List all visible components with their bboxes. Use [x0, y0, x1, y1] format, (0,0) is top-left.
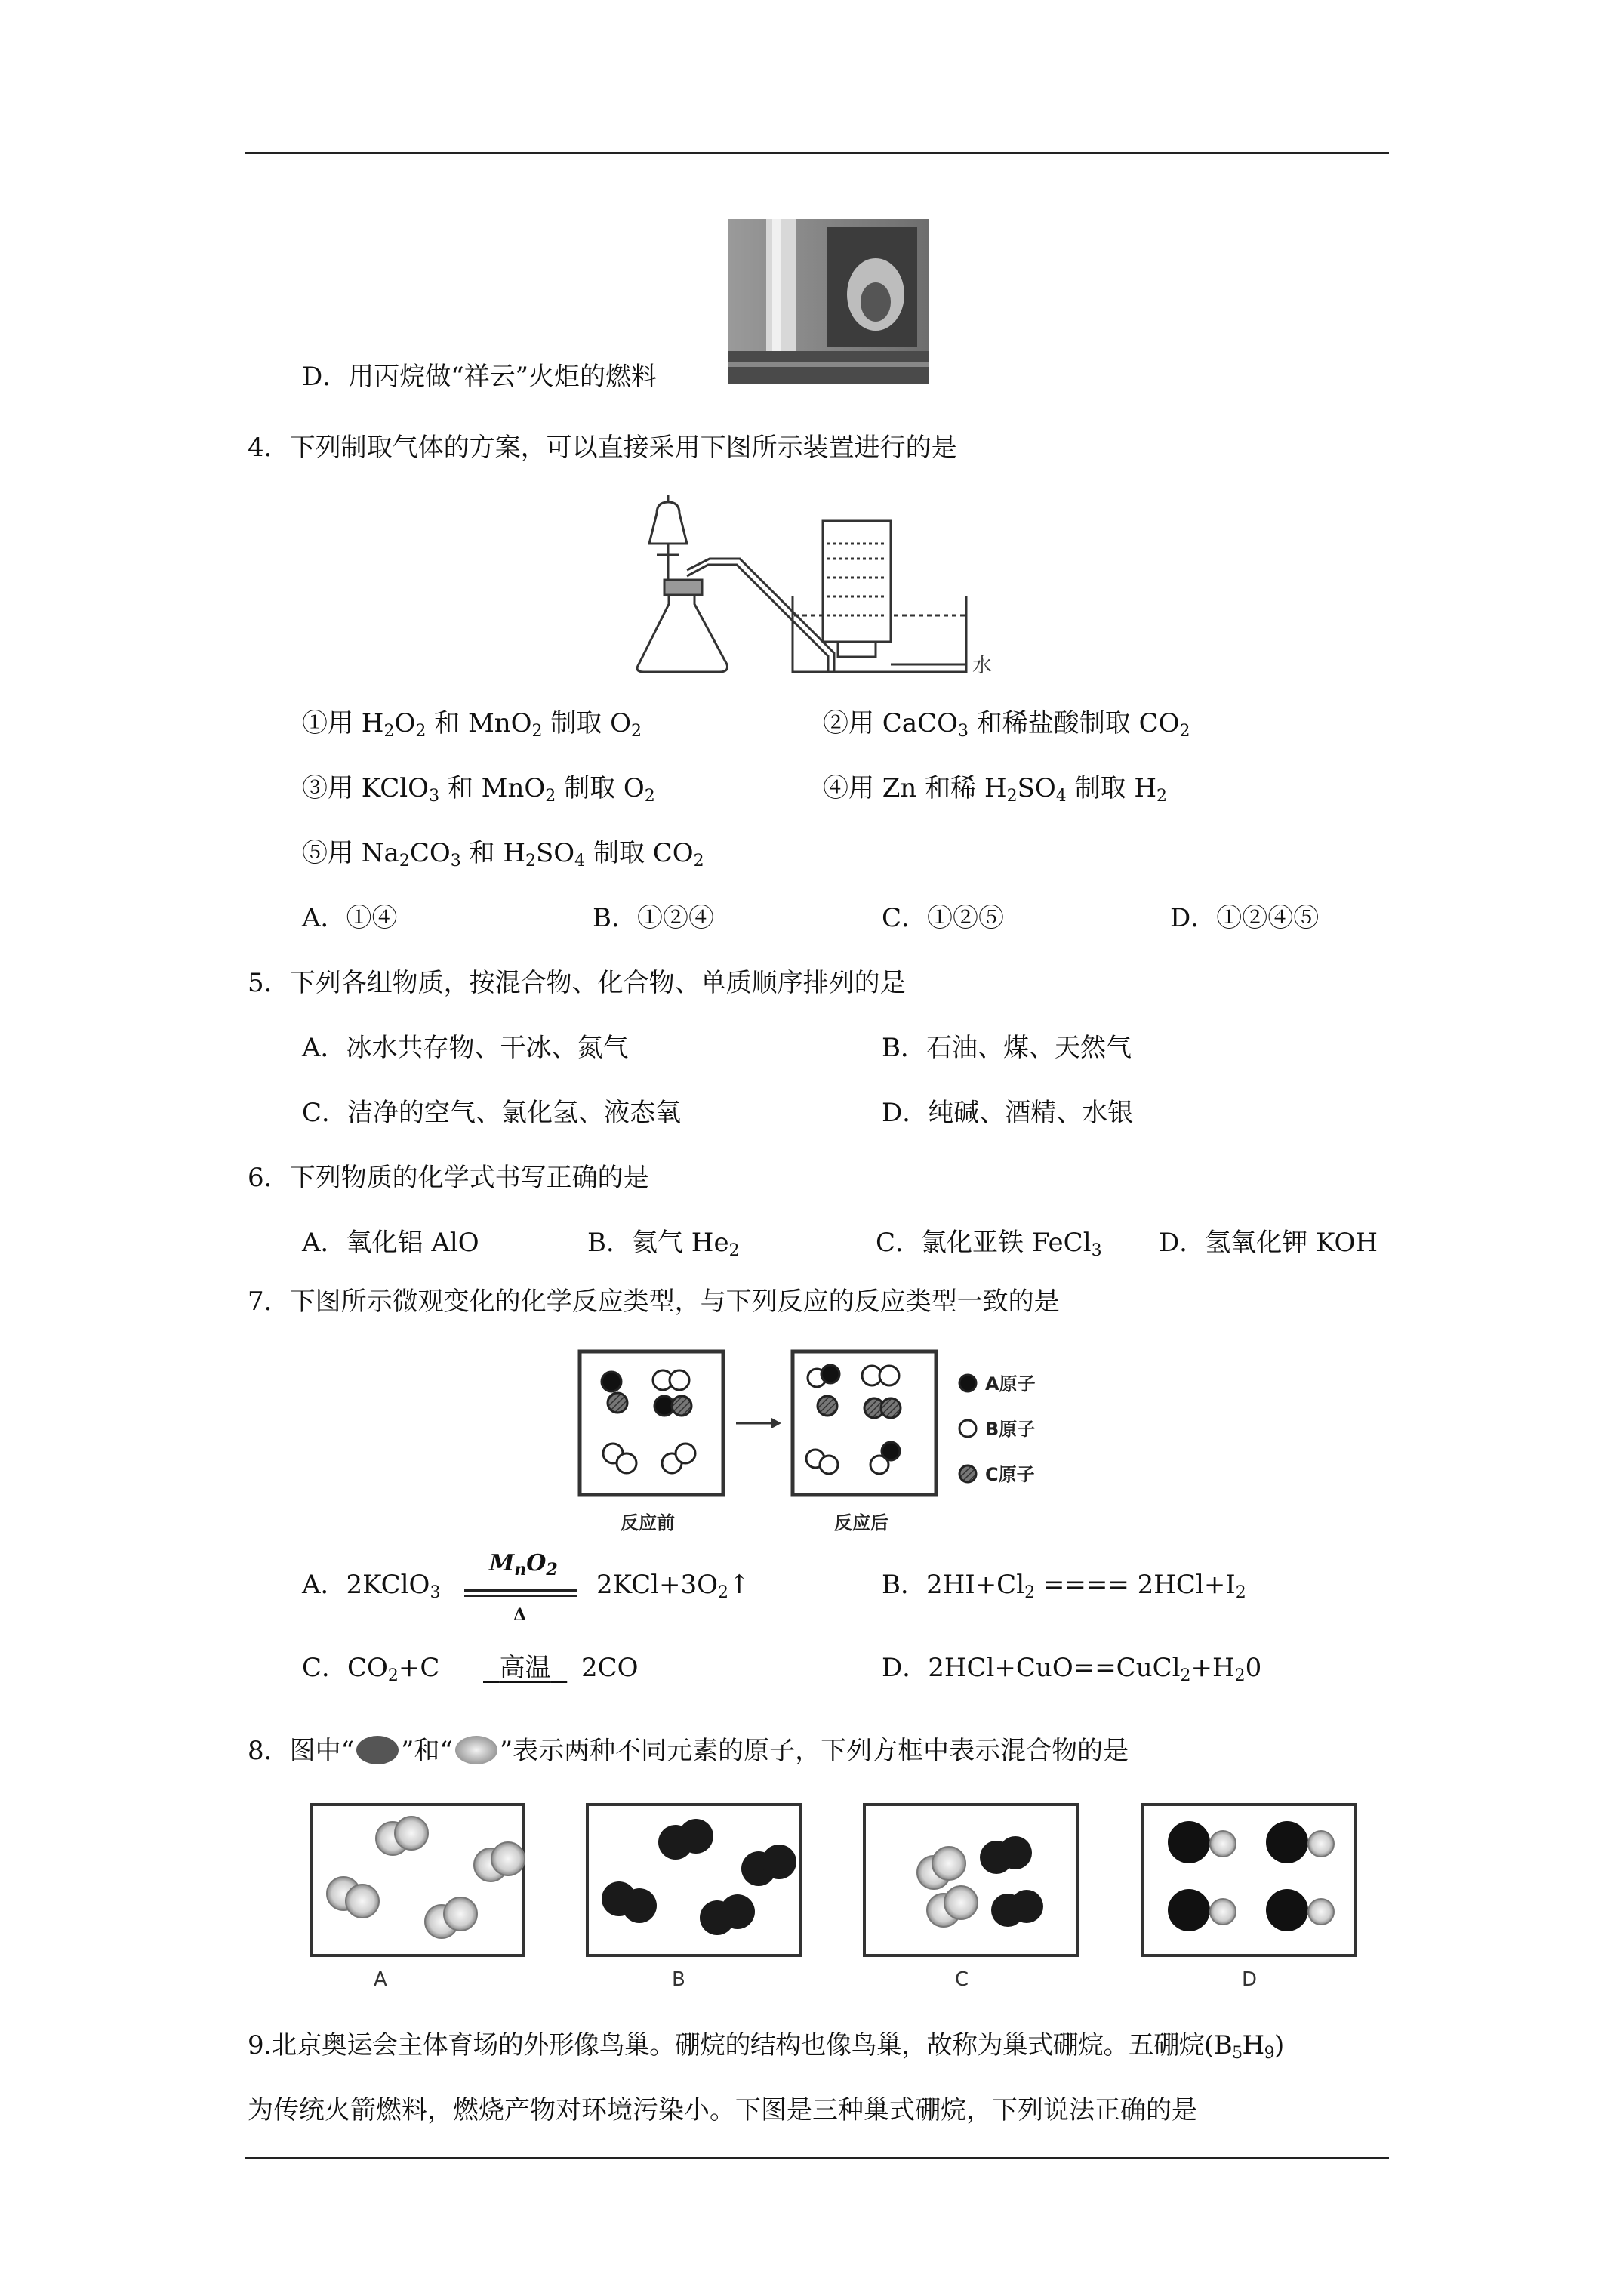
q4-item-1: ①用 $H_2O_2$ 和 MnO$_2$ 制取 $O_2$ [302, 708, 642, 741]
q7-option-c-condition: 高温 [499, 1653, 551, 1683]
box-label-d: D [1242, 1968, 1258, 1991]
q3-option-d: D．用丙烷做“祥云”火炬的燃料 [302, 362, 658, 392]
q5-option-b: B．石油、煤、天然气 [882, 1033, 1132, 1063]
box-a [311, 1804, 525, 1955]
legend-c: C原子 [985, 1464, 1035, 1485]
water-label: 水 [972, 655, 993, 677]
q4-option-c: C．①②⑤ [882, 903, 1005, 933]
q6-option-b: B．氦气 $He_2$ [587, 1228, 740, 1260]
q5-option-c: C．洁净的空气、氯化氢、液态氧 [302, 1098, 682, 1128]
q7-stem: 7．下图所示微观变化的化学反应类型，与下列反应的反应类型一致的是 [248, 1287, 1060, 1317]
q7-option-d: D．$2HCl+CuO==CuCl_2+H_20$ [882, 1653, 1262, 1685]
q9-line-1: 9.北京奥运会主体育场的外形像鸟巢。硼烷的结构也像鸟巢，故称为巢式硼烷。五硼烷$(B_5H_9)$ [248, 2030, 1284, 2063]
caption-before: 反应前 [621, 1512, 675, 1533]
q6-option-a: A．氧化铝 AlO [302, 1228, 479, 1258]
box-label-a: A [374, 1968, 387, 1991]
q4-item-5: ⑤用 $Na_2CO_3$ 和 $H_2SO_4$ 制取 $CO_2$ [302, 838, 704, 871]
q6-option-c: C．氯化亚铁 FeCl$_3$ [876, 1228, 1102, 1260]
q4-option-d: D．①②④⑤ [1170, 903, 1320, 933]
q5-option-d: D．纯碱、酒精、水银 [882, 1098, 1134, 1128]
q7-option-a-products: $2KCl+3O_2↑$ [596, 1570, 750, 1602]
q7-option-c-product: 2CO [581, 1653, 639, 1683]
box-b [587, 1804, 800, 1955]
q7-option-a-heat: Δ [513, 1605, 527, 1625]
reaction-micro-diagram [574, 1344, 1087, 1540]
header-rule [245, 152, 1389, 154]
q7-option-a: A．2KClO$_3$ [302, 1570, 441, 1602]
q7-option-a-bar-1 [464, 1589, 577, 1592]
q8-boxes [298, 1797, 1400, 1993]
q4-option-b: B．①②④ [593, 903, 714, 933]
q7-option-a-catalyst: $M_nO_2$ [489, 1550, 558, 1579]
q4-item-3: ③用 KClO$_3$ 和 MnO$_2$ 制取 $O_2$ [302, 773, 655, 806]
box-c [864, 1804, 1077, 1955]
q5-option-a: A．冰水共存物、干冰、氮气 [302, 1033, 629, 1063]
q4-item-4: ④用 Zn 和稀 $H_2SO_4$ 制取 $H_2$ [823, 773, 1168, 806]
q4-item-2: ②用 CaCO$_3$ 和稀盐酸制取 $CO_2$ [823, 708, 1190, 741]
box-d [1142, 1804, 1355, 1955]
q7-option-c: C．$CO_2+C$ [302, 1653, 440, 1685]
box-label-b: B [672, 1968, 685, 1991]
q7-option-b: B．$2HI+Cl_2$ ==== $2HCl+I_2$ [882, 1570, 1246, 1602]
light-atom-icon [453, 1735, 500, 1765]
q4-stem: 4．下列制取气体的方案，可以直接采用下图所示装置进行的是 [248, 433, 957, 463]
legend-b: B原子 [985, 1419, 1036, 1440]
box-label-c: C [955, 1968, 969, 1991]
torch-photo [728, 219, 929, 384]
q9-line-2: 为传统火箭燃料，燃烧产物对环境污染小。下图是三种巢式硼烷，下列说法正确的是 [248, 2095, 1197, 2125]
dark-atom-icon [354, 1735, 401, 1765]
footer-rule [245, 2157, 1389, 2159]
caption-after: 反应后 [834, 1512, 888, 1533]
q6-stem: 6．下列物质的化学式书写正确的是 [248, 1163, 649, 1193]
q7-option-a-bar-2 [464, 1595, 577, 1597]
gas-apparatus-diagram [634, 483, 996, 687]
q8-stem: 8．图中“ ”和“ ”表示两种不同元素的原子，下列方框中表示混合物的是 [248, 1736, 1129, 1766]
q6-option-d: D．氢氧化钾 KOH [1159, 1228, 1378, 1258]
legend-a: A原子 [985, 1373, 1036, 1395]
q4-option-a: A．①④ [302, 903, 398, 933]
q5-stem: 5．下列各组物质，按混合物、化合物、单质顺序排列的是 [248, 968, 906, 998]
